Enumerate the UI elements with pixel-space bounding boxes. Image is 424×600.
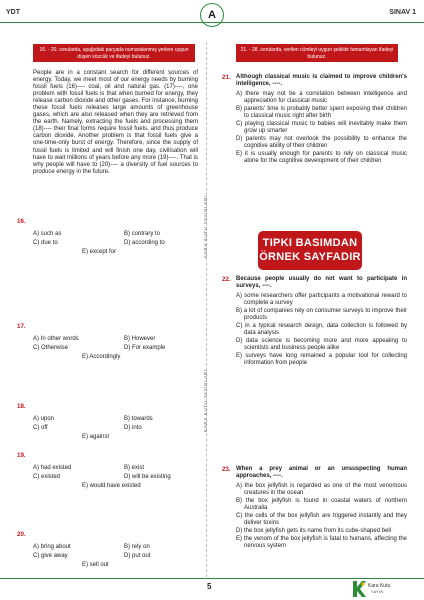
question-stem: Because people usually do not want to participate in surveys, ----. [236, 276, 407, 289]
answer-option-c: C) existed [33, 474, 61, 480]
answer-option-e: E) except for [82, 249, 117, 255]
left-instruction-banner: 16. - 20. sorularda, aşağıdaki parçada numaralanmış yerlere uygun düşen sözcük ve ifadeyi bulunuz. [33, 44, 195, 62]
publisher-k-icon [352, 581, 366, 597]
exam-number: SINAV 1 [389, 9, 416, 16]
answer-option-d: D) parents may not overlook the possibility to enhance the cognitive ability of their children [236, 136, 407, 149]
answer-option-e: E) would have existed [82, 483, 141, 489]
question-number: 19. [17, 452, 26, 459]
question-number: 18. [17, 403, 26, 410]
logo-name: Kara Kutu [368, 583, 391, 589]
answer-option-b: B) a lot of companies rely on consumer surveys to improve their products [236, 308, 407, 321]
answer-option-e: E) surveys have long remained a popular tool for collecting information from people [236, 353, 407, 366]
answer-option-b: B) towards [124, 416, 153, 422]
answer-option-c: C) off [33, 425, 48, 431]
footer-divider [0, 578, 424, 579]
spine-text: KARA KUTU YAYINLARI [203, 369, 208, 432]
stamp-line-2: ÖRNEK SAYFADIR [259, 251, 361, 263]
answer-option-c: C) in a typical research design, data collection is followed by data analysis [236, 323, 407, 336]
answer-option-c: C) Otherwise [33, 345, 69, 351]
sample-page-stamp [258, 231, 362, 270]
answer-option-c: C) playing classical music to babies will inevitably make them grow up smarter [236, 121, 407, 134]
booklet-badge: A [200, 3, 224, 27]
answer-option-a: A) had existed [33, 465, 72, 471]
answer-option-b: B) rely on [124, 544, 150, 550]
answer-option-b: B) the box jellyfish is found in coastal waters of northern Australia [236, 498, 407, 511]
answer-option-e: E) the venom of the box jellyfish is fatal to humans, affecting the nervous system [236, 536, 407, 549]
question-number: 22. [222, 276, 231, 283]
question-number: 21. [222, 74, 231, 81]
answer-option-b: B) exist [124, 465, 145, 471]
answer-option-d: D) into [124, 425, 142, 431]
logo-subtitle: YAYIN [371, 590, 384, 594]
answer-option-a: A) the box jellyfish is regarded as one of the most venomous creatures in the ocean [236, 483, 407, 496]
answer-option-e: E) it is usually enough for parents to rely on classical music alone for the cognitive development of their children [236, 151, 407, 164]
page-number: 5 [207, 582, 212, 591]
question-block [236, 74, 407, 165]
publisher-logo [352, 580, 412, 598]
question-stem: Although classical music is claimed to improve children's intelligence, ----. [236, 74, 407, 87]
answer-option-c: C) due to [33, 240, 58, 246]
answer-option-b: B) parents' time is probably better spent exposing their children to classical music right after birth [236, 106, 407, 119]
answer-option-c: C) the cells of the box jellyfish are triggered instantly and they deliver toxins [236, 513, 407, 526]
question-number: 23. [222, 466, 231, 473]
answer-option-b: B) However [124, 336, 156, 342]
spine-text: KARA KUTU YAYINLARI [203, 195, 208, 258]
question-number: 17. [17, 323, 26, 330]
column-divider [206, 42, 208, 577]
answer-option-d: D) according to [124, 240, 165, 246]
answer-option-d: D) will be existing [124, 474, 171, 480]
answer-option-b: B) contrary to [124, 231, 161, 237]
answer-option-d: D) For example [124, 345, 166, 351]
answer-option-d: D) data science is becoming more and more appealing to scientists and business people alike [236, 338, 407, 351]
answer-option-d: D) the box jellyfish gets its name from its cube-shaped bell [236, 528, 392, 534]
answer-option-a: A) upon [33, 416, 55, 422]
right-instruction-banner: 21. - 28. sorularda, verilen cümleyi uygun şekilde tamamlayan ifadeyi bulunuz. [236, 44, 398, 62]
answer-option-a: A) bring about [33, 544, 71, 550]
answer-option-d: D) put out [124, 553, 151, 559]
answer-option-e: E) Accordingly [82, 354, 121, 360]
stamp-line-1: TIPKI BASIMDAN [262, 237, 358, 249]
question-block [236, 276, 407, 367]
question-number: 16. [17, 218, 26, 225]
answer-option-c: C) give away [33, 553, 68, 559]
answer-option-a: A) In other words [33, 336, 79, 342]
answer-option-e: E) sell out [82, 562, 109, 568]
question-stem: When a prey animal or an unsuspecting human approaches, ----. [236, 466, 407, 479]
question-number: 20. [17, 531, 26, 538]
question-block [236, 466, 407, 550]
reading-passage: People are in a constant search for different sources of energy. Today, we meet most of our energy needs by burning fossil fuels (16)---- coal, oil and natural gas. (17)----, one problem with fossil fuels is that when burned for energy, they release carbon dioxide and other gases. For instance, burning these fossil fuels releases large amounts of greenhouse gases, which are also released when they are retrieved from the earth. Namely, extracting the fuels and processing them (18)---- their final forms require fossil fuels, and thus produce carbon dioxide. Another problem is that fossil fuels give a one-time-only burst of energy. Therefore, since the supply of fossil fuels is limited and will finish one day, civilisation will have to wait millions of years before any more (19)----. That is why people will have to (20)---- a diversity of fuel sources to produce energy in the future. [33, 70, 198, 175]
answer-option-a: A) such as [33, 231, 62, 237]
answer-option-a: A) some researchers offer participants a motivational reward to complete a survey [236, 293, 407, 306]
exam-type: YDT [6, 9, 20, 16]
header-divider [0, 22, 424, 23]
answer-option-a: A) there may not be a correlation between intelligence and appreciation for classical music [236, 91, 407, 104]
answer-option-e: E) against [82, 434, 110, 440]
